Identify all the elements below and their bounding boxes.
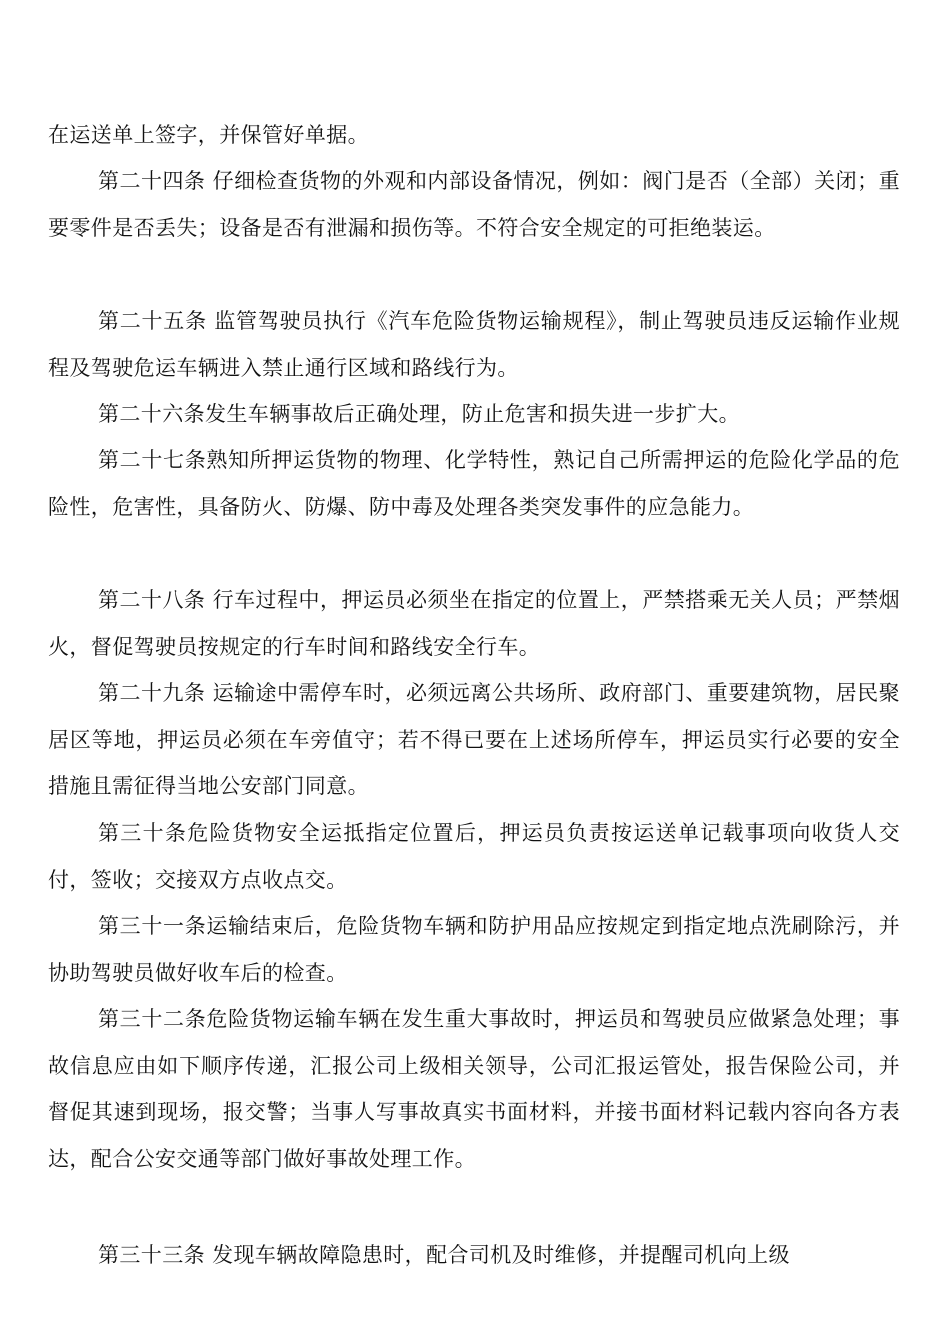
paragraph-continuation: 在运送单上签字，并保管好单据。 <box>48 123 369 147</box>
paragraph-article-32: 第三十二条危险货物运输车辆在发生重大事故时，押运员和驾驶员应做紧急处理；事故信息应由如下顺序传递，汇报公司上级相关领导，公司汇报运管处，报告保险公司，并督促其速到现场，报交警；当事人写事故真实书面材料，并接书面材料记载内容向各方表达，配合公安交通等部门做好事故处理工作。 <box>48 1007 900 1171</box>
paragraph-article-29: 第二十九条 运输途中需停车时，必须远离公共场所、政府部门、重要建筑物，居民聚居区等地，押运员必须在车旁值守；若不得已要在上述场所停车，押运员实行必要的安全措施且需征得当地公安部门同意。 <box>48 681 900 798</box>
paragraph-article-28: 第二十八条 行车过程中，押运员必须坐在指定的位置上，严禁搭乘无关人员；严禁烟火，督促驾驶员按规定的行车时间和路线安全行车。 <box>48 588 900 659</box>
paragraph-article-31: 第三十一条运输结束后，危险货物车辆和防护用品应按规定到指定地点洗刷除污，并协助驾驶员做好收车后的检查。 <box>48 914 900 985</box>
paragraph-article-25: 第二十五条 监管驾驶员执行《汽车危险货物运输规程》，制止驾驶员违反运输作业规程及驾驶危运车辆进入禁止通行区域和路线行为。 <box>48 309 900 380</box>
paragraph-article-24: 第二十四条 仔细检查货物的外观和内部设备情况，例如：阀门是否（全部）关闭；重要零件是否丢失；设备是否有泄漏和损伤等。不符合安全规定的可拒绝装运。 <box>48 169 900 240</box>
paragraph-article-30: 第三十条危险货物安全运抵指定位置后，押运员负责按运送单记载事项向收货人交付，签收；交接双方点收点交。 <box>48 821 900 892</box>
paragraph-article-33: 第三十三条 发现车辆故障隐患时，配合司机及时维修，并提醒司机向上级 <box>98 1243 790 1267</box>
paragraph-article-27: 第二十七条熟知所押运货物的物理、化学特性，熟记自己所需押运的危险化学品的危险性，危害性，具备防火、防爆、防中毒及处理各类突发事件的应急能力。 <box>48 448 900 519</box>
paragraph-article-26: 第二十六条发生车辆事故后正确处理，防止危害和损失进一步扩大。 <box>98 402 740 426</box>
